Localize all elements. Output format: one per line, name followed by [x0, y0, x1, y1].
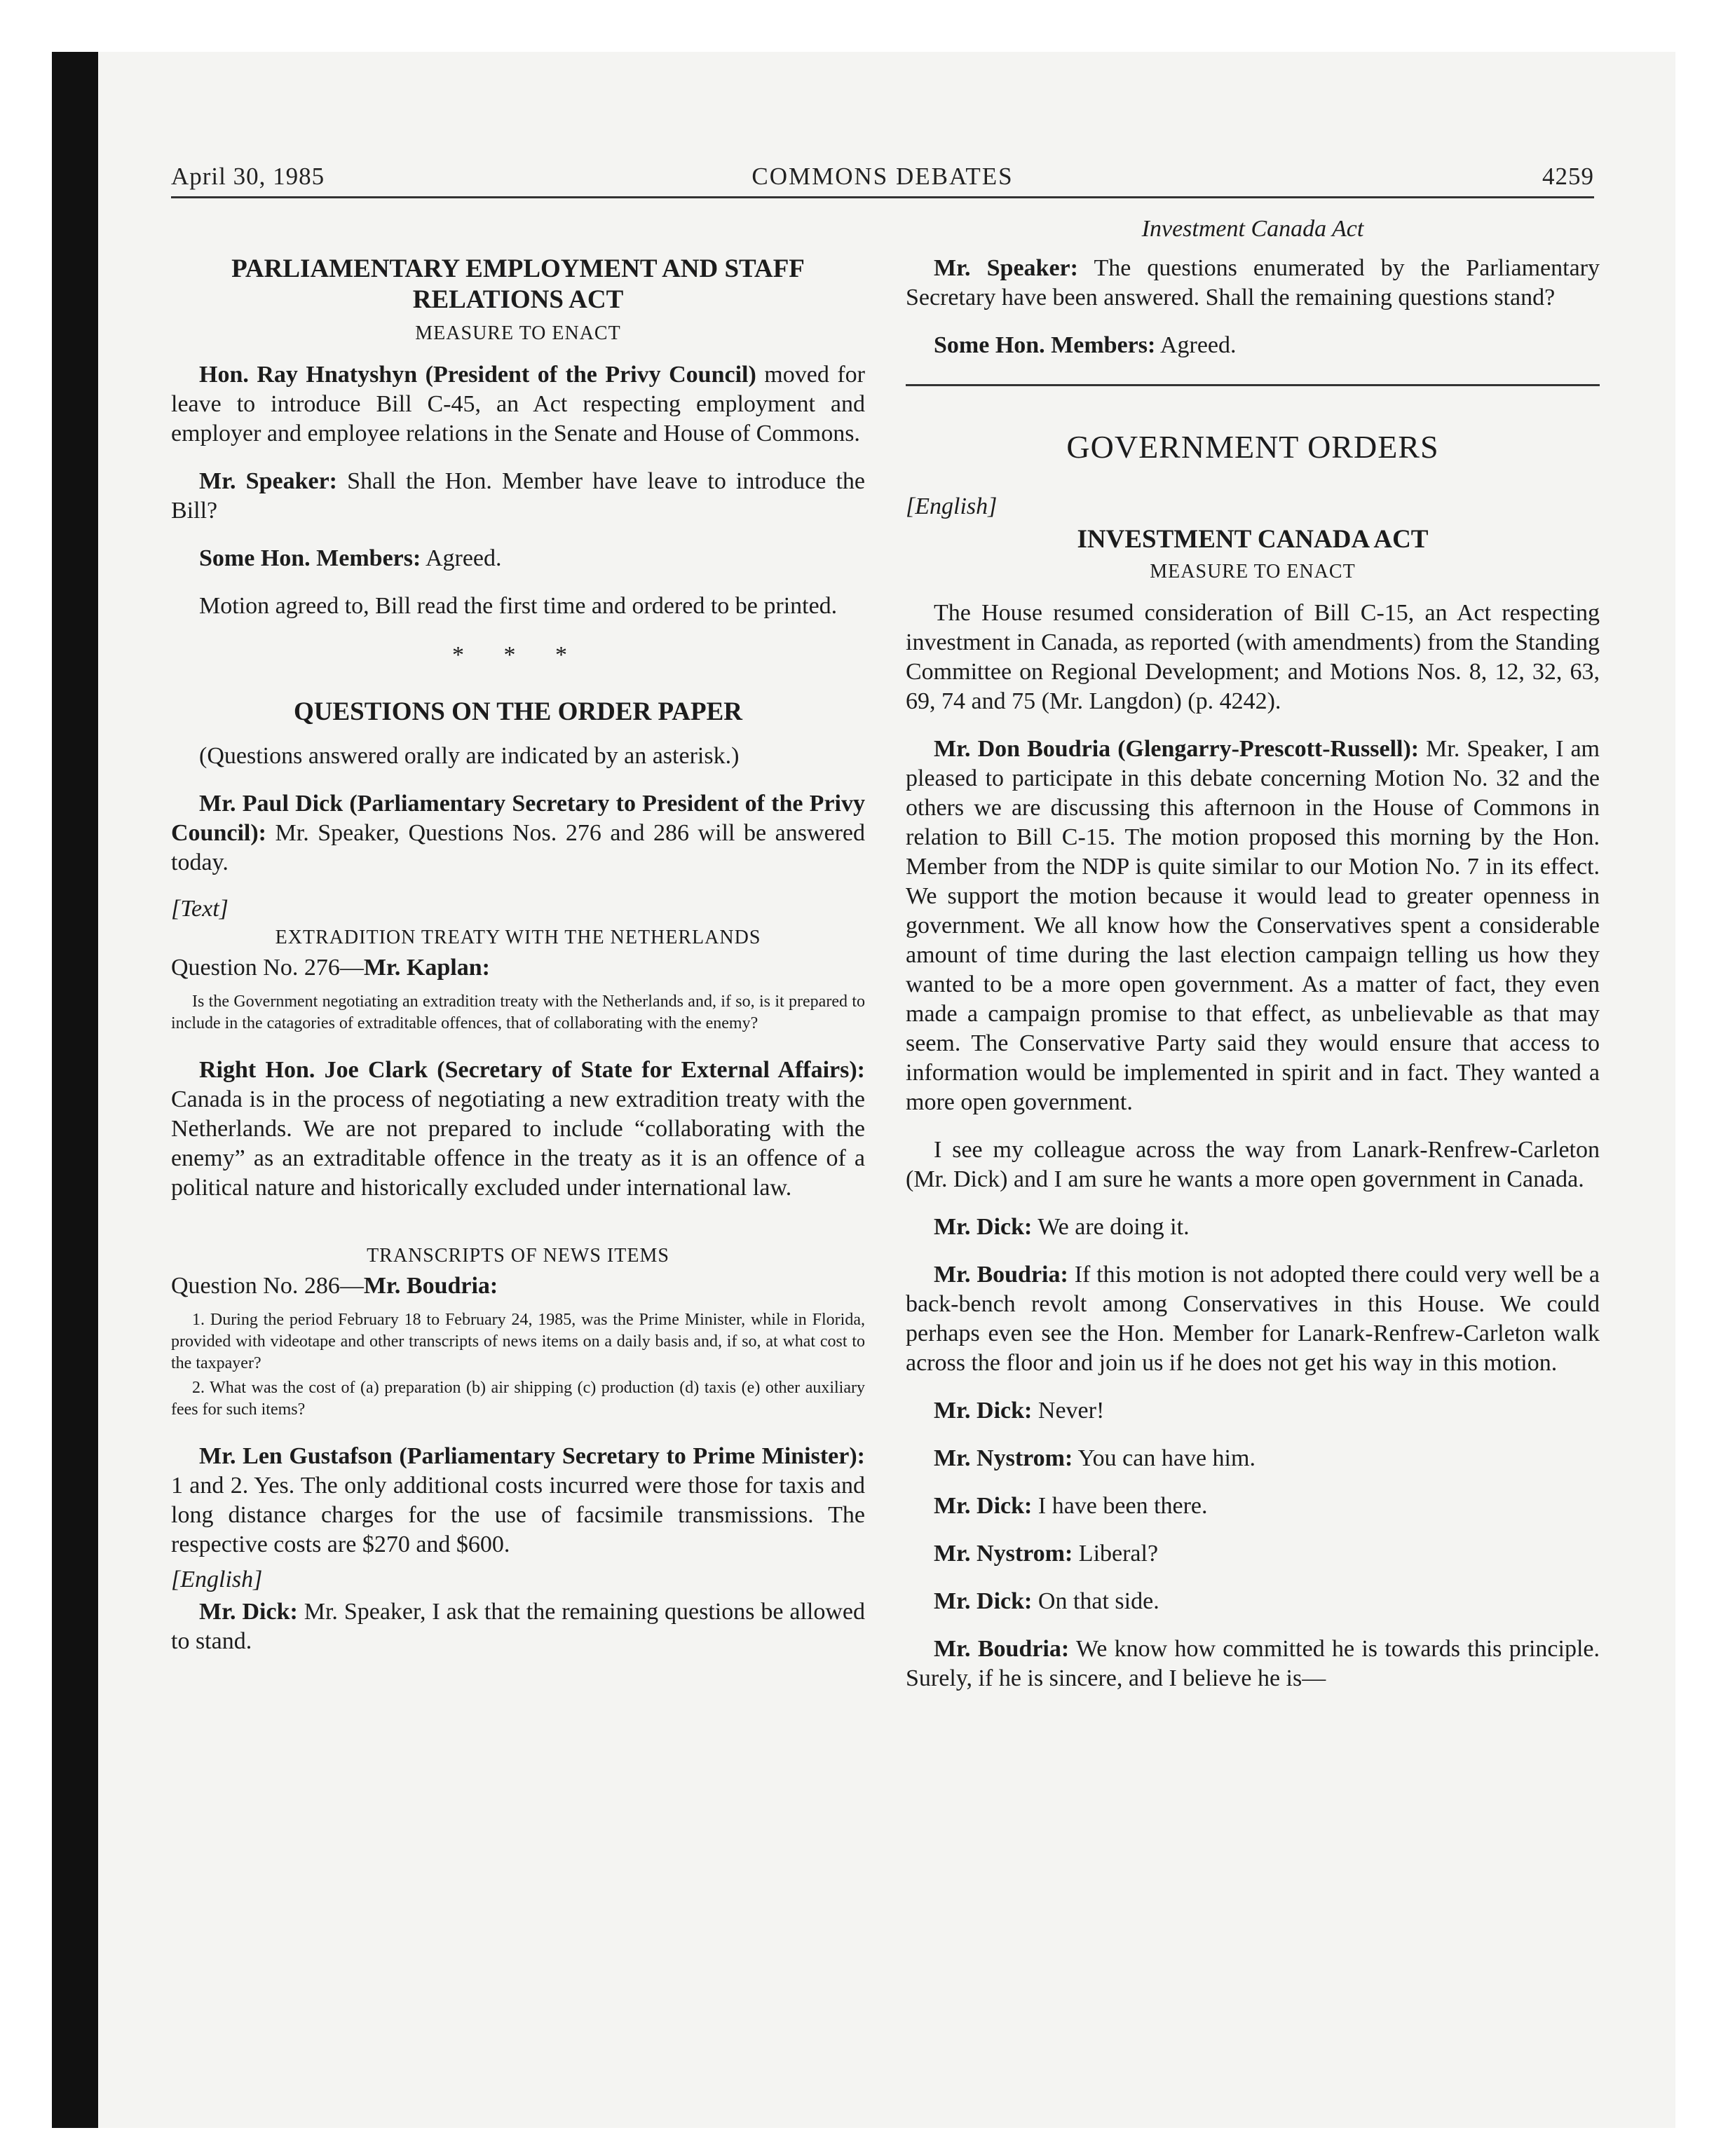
speech-text: Shall the Hon. Member have leave to introduce the Bill?	[171, 468, 865, 524]
speech-text: Canada is in the process of negotiating a new extradition treaty with the Netherlands. We are not prepared to include “collaborating with the enemy” as an extraditable offence in the treaty as it is an offence of a political nature and historically excluded under international law.	[171, 1086, 865, 1201]
speaker-name: Mr. Paul Dick (Parliamentary Secretary to President of the Privy Council):	[171, 791, 865, 846]
speech-text: Mr. Speaker, Questions Nos. 276 and 286 will be answered today.	[171, 820, 865, 875]
paragraph: Motion agreed to, Bill read the first time and ordered to be printed.	[199, 593, 838, 619]
speaker-name: Mr. Nystrom:	[934, 1445, 1073, 1471]
language-tag: [English]	[906, 493, 998, 519]
paragraph	[171, 360, 865, 449]
language-tag: [English]	[171, 1567, 263, 1592]
paragraph: I see my colleague across the way from Lanark-Renfrew-Carleton (Mr. Dick) and I am sure he wants a more open government in Canada.	[906, 1137, 1600, 1192]
paragraph-note: (Questions answered orally are indicated by an asterisk.)	[199, 743, 740, 769]
section-subheading: MEASURE TO ENACT	[415, 322, 621, 344]
paragraph	[906, 1587, 1600, 1616]
left-column	[171, 210, 865, 1674]
speech-text: moved for leave to introduce Bill C-45, an Act respecting employment and employer and employee relations in the Senate and House of Commons.	[171, 362, 865, 446]
paragraph	[171, 1597, 865, 1656]
scan-edge-bar	[52, 52, 98, 2128]
major-heading: GOVERNMENT ORDERS	[1066, 429, 1439, 465]
speech-text: Agreed.	[1155, 332, 1237, 358]
speaker-name: Mr. Dick:	[934, 1588, 1033, 1614]
speaker-name: Right Hon. Joe Clark (Secretary of State for External Affairs):	[199, 1057, 865, 1083]
section-subheading: MEASURE TO ENACT	[1150, 561, 1356, 582]
paragraph	[906, 1635, 1600, 1693]
section-heading: QUESTIONS ON THE ORDER PAPER	[293, 697, 743, 726]
speech-text: 1 and 2. Yes. The only additional costs incurred were those for taxis and long distance charges for the use of facsimile transmissions. The respective costs are $270 and $600.	[171, 1473, 865, 1557]
speech-text: If this motion is not adopted there could very well be a back-bench revolt among Conservatives in this House. We could perhaps even see the Hon. Member for Lanark-Renfrew-Carleton walk across the floor and join us if he does not get his way in this motion.	[906, 1262, 1600, 1376]
speaker-name: Some Hon. Members:	[199, 545, 421, 571]
question-body: 2. What was the cost of (a) preparation (b) air shipping (c) production (d) taxis (e) other auxiliary fees for such items?	[171, 1379, 865, 1419]
speech-text: You can have him.	[1073, 1445, 1256, 1471]
paragraph	[171, 544, 865, 573]
speaker-name: Mr. Speaker:	[934, 255, 1078, 281]
section-rule	[906, 384, 1600, 386]
question-body: 1. During the period February 18 to February 24, 1985, was the Prime Minister, while in Florida, provided with videotape and other transcripts of news items on a daily basis and, if so, at what cost to the taxpayer?	[171, 1311, 865, 1372]
speech-text: Liberal?	[1073, 1541, 1159, 1567]
speech-text: On that side.	[1032, 1588, 1159, 1614]
header-date: April 30, 1985	[171, 163, 325, 190]
question-heading: TRANSCRIPTS OF NEWS ITEMS	[367, 1245, 669, 1267]
language-tag: [Text]	[171, 896, 229, 922]
paragraph	[171, 1056, 865, 1203]
speaker-name: Mr. Dick:	[199, 1599, 298, 1625]
speaker-name: Some Hon. Members:	[934, 332, 1156, 358]
question-asker: Mr. Kaplan:	[363, 955, 490, 981]
speech-text: Mr. Speaker, I ask that the remaining questions be allowed to stand.	[171, 1599, 865, 1654]
question-asker: Mr. Boudria:	[363, 1273, 498, 1299]
question-label: Question No. 276—	[171, 955, 364, 981]
paragraph	[906, 1260, 1600, 1378]
right-column	[906, 210, 1600, 1712]
speech-text: Mr. Speaker, I am pleased to participate in this debate concerning Motion No. 32 and the others we are discussing this afternoon in the House of Commons in relation to Bill C-15. The motion proposed this morning by the Hon. Member from the NDP is quite similar to our Motion No. 7 in its effect. We support the motion because it would lead to greater openness in government. We all know how the Conservatives spent a considerable amount of time during the last election campaign telling us how they wanted to be a more open government. As a matter of fact, they even made a campaign promise to that effect, as unbelievable as that may seem. The Conservative Party said they would ensure that access to information would be implemented in spirit and in fact. They wanted a more open government.	[906, 736, 1600, 1115]
question-heading: EXTRADITION TREATY WITH THE NETHERLANDS	[275, 927, 761, 948]
speaker-name: Mr. Boudria:	[934, 1636, 1070, 1662]
paragraph	[171, 789, 865, 878]
speech-text: Agreed.	[421, 545, 502, 571]
paragraph	[906, 1396, 1600, 1426]
paragraph	[906, 1444, 1600, 1473]
speaker-name: Mr. Len Gustafson (Parliamentary Secretary to Prime Minister):	[199, 1443, 865, 1469]
paragraph	[906, 1492, 1600, 1521]
speaker-name: Mr. Boudria:	[934, 1262, 1068, 1288]
header-title: COMMONS DEBATES	[751, 163, 1014, 190]
speaker-name: Hon. Ray Hnatyshyn (President of the Privy Council)	[199, 362, 756, 388]
section-heading: PARLIAMENTARY EMPLOYMENT AND STAFF RELATIONS ACT	[231, 254, 805, 314]
section-heading: INVESTMENT CANADA ACT	[1077, 525, 1429, 554]
speaker-name: Mr. Dick:	[934, 1493, 1033, 1519]
paragraph	[906, 1213, 1600, 1242]
question-body: Is the Government negotiating an extradition treaty with the Netherlands and, if so, is it prepared to include in the catagories of extraditable offences, that of collaborating with the enemy?	[171, 992, 865, 1032]
header-page-number: 4259	[1542, 163, 1594, 190]
speech-text: The questions enumerated by the Parliamentary Secretary have been answered. Shall the remaining questions stand?	[906, 255, 1600, 311]
speech-text: We know how committed he is towards this principle. Surely, if he is sincere, and I believe he is—	[906, 1636, 1600, 1691]
paragraph	[171, 1442, 865, 1560]
paragraph	[906, 1539, 1600, 1569]
question-label: Question No. 286—	[171, 1273, 364, 1299]
speaker-name: Mr. Dick:	[934, 1398, 1033, 1424]
section-separator: * * *	[452, 642, 584, 668]
speaker-name: Mr. Speaker:	[199, 468, 337, 494]
paragraph	[906, 331, 1600, 360]
paragraph: The House resumed consideration of Bill C-15, an Act respecting investment in Canada, as reported (with amendments) from the Standing Committee on Regional Development; and Motions Nos. 8, 12, 32, 63, 69, 74 and 75 (Mr. Langdon) (p. 4242).	[906, 600, 1600, 714]
question-number	[171, 1273, 865, 1299]
paragraph	[906, 735, 1600, 1117]
running-head: Investment Canada Act	[1141, 216, 1364, 242]
speaker-name: Mr. Nystrom:	[934, 1541, 1073, 1567]
speaker-name: Mr. Don Boudria (Glengarry-Prescott-Russell):	[934, 736, 1420, 762]
page-header	[171, 163, 1594, 196]
question-number	[171, 955, 865, 981]
speech-text: Never!	[1032, 1398, 1105, 1424]
speech-text: I have been there.	[1032, 1493, 1208, 1519]
paragraph	[906, 254, 1600, 313]
speech-text: We are doing it.	[1032, 1214, 1190, 1240]
paragraph	[171, 467, 865, 526]
header-rule	[171, 196, 1594, 198]
speaker-name: Mr. Dick:	[934, 1214, 1033, 1240]
